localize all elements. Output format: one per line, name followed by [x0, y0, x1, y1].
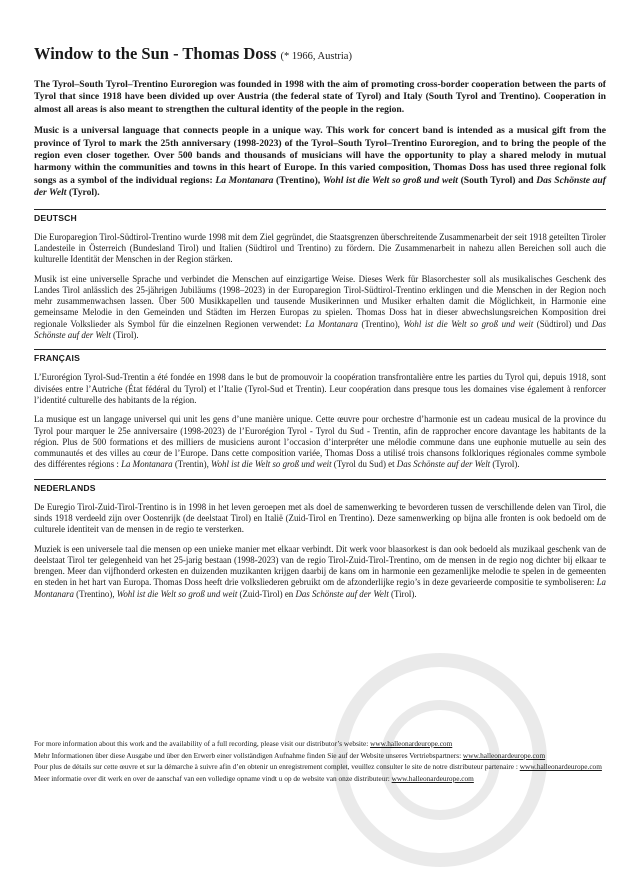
- footer-line-francais: Pour plus de détails sur cette œuvre et sur la démarche à suivre afin d’en obtenir un enregistrement complet, veuillez consulter le site de notre distributeur partenaire : www.halleonardeurope.com: [34, 762, 602, 772]
- title-text: Window to the Sun - Thomas Doss: [34, 44, 277, 63]
- distributor-link[interactable]: www.halleonardeurope.com: [519, 762, 602, 772]
- distributor-link[interactable]: www.halleonardeurope.com: [370, 739, 453, 748]
- francais-paragraph-2: La musique est un langage universel qui unit les gens d’une manière unique. Cette œuvre pour orchestre d’harmonie est un cadeau musical de la province du Tyrol pour marquer le 25e anniversaire (1998-2023) de l’Eurorégion Tyrol - Tyrol du Sud - Trentin, afin de rapprocher encore davantage les habitants de la région. Plus de 500 formations et des milliers de musiciens auront l’occasion d’interpréter une mélodie commune dans une euphonie mutuelle au sein des communautés et des villes au cœur de l’Europe. Dans cette composition variée, Thomas Doss a utilisé trois chansons folkloriques régionales comme symbole des différentes régions : La Montanara (Trentin), Wohl ist die Welt so groß und weit (Tyrol du Sud) et Das Schönste auf der Welt (Tyrol).: [34, 414, 606, 470]
- section-heading-francais: FRANÇAIS: [34, 349, 606, 363]
- distributor-link[interactable]: www.halleonardeurope.com: [391, 773, 474, 783]
- document-title: [34, 44, 606, 67]
- song-title: La Montanara: [215, 174, 274, 186]
- english-paragraph-2: Music is a universal language that connects people in a unique way. This work for concert band is intended as a musical gift from the province of Tyrol to mark the 25th anniversary (1998-2023) of the Tyrol–South Tyrol–Trentino Euroregion, and to bring the people of the region even closer together. Over 500 bands and thousands of musicians will have the opportunity to play a shared melody in mutual harmony within the communities and towns in this heart of Europe. In this varied composition, Thomas Doss has used three regional folk songs as a symbol of the individual regions: La Montanara (Trentino), Wohl ist die Welt so groß und weit (South Tyrol) and Das Schönste auf der Welt (Tyrol).: [34, 125, 606, 199]
- song-title: Wohl ist die Welt so groß und weit: [403, 318, 534, 329]
- english-paragraph-1: The Tyrol–South Tyrol–Trentino Euroregion was founded in 1998 with the aim of promoting cross-border cooperation between the parts of Tyrol that since 1918 have been divided up over Austria (the federal state of Tyrol) and Italy (South Tyrol and Trentino). Cooperation in almost all areas is also meant to strengthen the cultural identity of the people in the region.: [34, 79, 606, 115]
- deutsch-section: [34, 209, 606, 342]
- footer-info: [34, 738, 606, 784]
- song-title: La Montanara: [121, 459, 173, 470]
- song-title: Das Schönste auf der Welt: [295, 588, 389, 599]
- deutsch-paragraph-2: Musik ist eine universelle Sprache und verbindet die Menschen auf einzigartige Weise. Dieses Werk für Blasorchester soll als musikalisches Geschenk des Landes Tirol anlässlich des 25-jährigen Jubiläums (1998–2023) in der Europaregion Tirol-Südtirol-Trentino erklingen und die Menschen in der Region noch mehr zusammenwachsen lassen. Über 500 Musikkapellen und tausende Musikerinnen und Musiker erhalten damit die Möglichkeit, in Harmonie eine gemeinsame Melodie in den Gemeinden und Städten im Herzen Europas zu spielen. Thomas Doss hat in dieser abwechslungsreichen Komposition drei regionale Volkslieder als Symbol für die einzelnen Regionen verwendet: La Montanara (Trentino), Wohl ist die Welt so groß und weit (Südtirol) und Das Schönste auf der Welt (Tirol).: [34, 273, 606, 341]
- footer-line-english: For more information about this work and the availability of a full recording, please visit our distributor’s website: www.halleonardeurope.com: [34, 739, 453, 748]
- nederlands-paragraph-1: De Euregio Tirol-Zuid-Tirol-Trentino is in 1998 in het leven geroepen met als doel de samenwerking te bevorderen tussen de verschillende delen van Tirol, die sinds 1918 verdeeld zijn over Oostenrijk (de deelstaat Tirol) en Italië (Zuid-Tirol en Trentino). Deze samenwerking op bijna alle fronten is ook bedoeld om de culturele identiteit van de mensen in de regio te versterken.: [34, 501, 606, 535]
- deutsch-paragraph-1: Die Europaregion Tirol-Südtirol-Trentino wurde 1998 mit dem Ziel gegründet, die Staatsgrenzen überschreitende Zusammenarbeit der seit 1918 geteilten Tiroler Landesteile in Österreich (Bundesland Tirol) und Italien (Südtirol und Trentino) zu fördern. Die Zusammenarbeit in nahezu allen Bereichen soll auch die kulturelle Identität der Menschen in der Region stärken.: [34, 231, 606, 265]
- nederlands-paragraph-2: Muziek is een universele taal die mensen op een unieke manier met elkaar verbindt. Dit werk voor blaasorkest is dan ook bedoeld als muzikaal geschenk van de deelstaat Tirol ter gelegenheid van het 25-jarig bestaan (1998-2023) van de regio Tirol-Zuid-Tirol-Trentino, om de mensen in de regio nog dichter bij elkaar te brengen. Meer dan vijfhonderd orkesten en duizenden muzikanten krijgen daarbij de kans om in harmonie een gezamenlijke melodie te spelen in de gemeenten en steden in het hart van Europa. Thomas Doss heeft drie volksliederen gebruikt om de afzonderlijke regio’s in deze gevarieerde compositie te symboliseren: La Montanara (Trentino), Wohl ist die Welt so groß und weit (Zuid-Tirol) en Das Schönste auf der Welt (Tirol).: [34, 543, 606, 599]
- section-heading-nederlands: NEDERLANDS: [34, 479, 606, 493]
- song-title: La Montanara: [34, 577, 606, 599]
- title-subtitle: (* 1966, Austria): [280, 51, 352, 62]
- song-title: Das Schönste auf der Welt: [396, 459, 491, 470]
- footer-line-nederlands: Meer informatie over dit werk en over de aanschaf van een volledige opname vindt u op de website van onze distributeur: www.halleonardeurope.com: [34, 773, 474, 783]
- english-section: [34, 79, 606, 200]
- nederlands-section: [34, 479, 606, 600]
- distributor-link[interactable]: www.halleonardeurope.com: [462, 750, 546, 760]
- song-title: Das Schönste auf der Welt: [34, 318, 606, 341]
- song-title: Wohl ist die Welt so groß und weit: [211, 459, 332, 470]
- section-heading-deutsch: DEUTSCH: [34, 209, 606, 223]
- francais-paragraph-1: L’Eurorégion Tyrol-Sud-Trentin a été fondée en 1998 dans le but de promouvoir la coopération transfrontalière entre les parties du Tyrol qui, depuis 1918, sont divisées entre l’Autriche (État fédéral du Tyrol) et l’Italie (Tyrol-Sud et Trentin). Leur coopération dans presque tous les domaines vise également à renforcer l’identité culturelle des habitants de la région.: [34, 372, 606, 405]
- song-title: La Montanara: [305, 318, 358, 329]
- song-title: Wohl ist die Welt so groß und weit: [322, 174, 458, 186]
- song-title: Das Schönste auf der Welt: [34, 174, 606, 199]
- francais-section: [34, 349, 606, 470]
- song-title: Wohl ist die Welt so groß und weit: [116, 588, 238, 599]
- footer-line-deutsch: Mehr Informationen über diese Ausgabe und über den Erwerb einer vollständigen Aufnahme finden Sie auf der Website unseres Vertriebspartners: www.halleonardeurope.com: [34, 750, 546, 760]
